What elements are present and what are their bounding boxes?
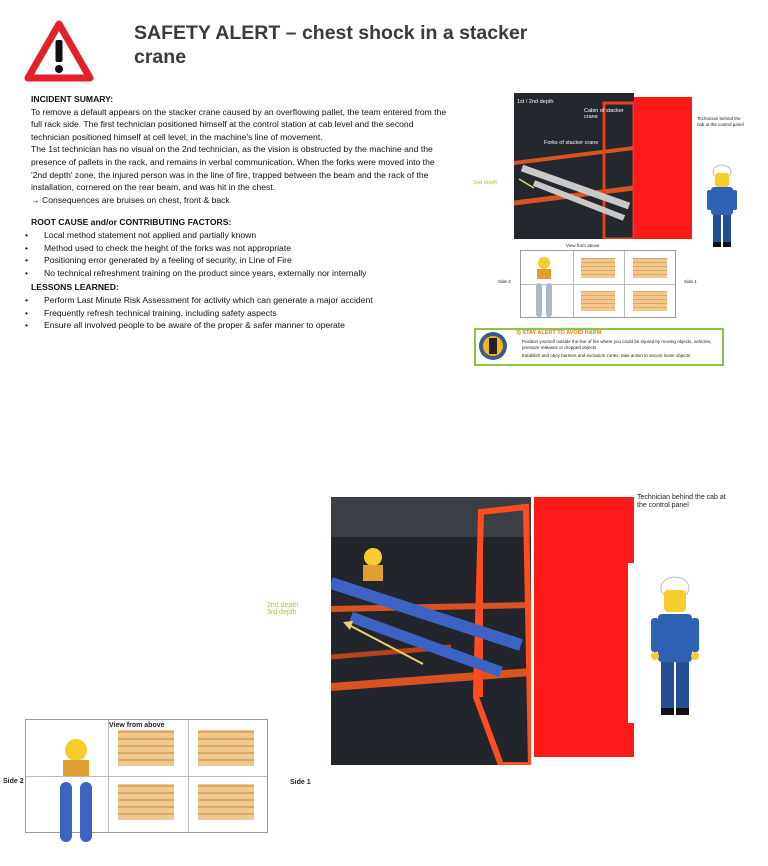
large-side1-label: Side 1 (290, 779, 311, 786)
small-technician-label: Technician behind the cab at the control panel (697, 116, 744, 127)
large-crane-photo (331, 497, 531, 765)
small-depth-label: 1st / 2nd depth (517, 99, 554, 105)
lessons-list (31, 294, 451, 332)
stay-alert-bullet-1: Position yourself outside the line of fire where you could be injured by moving objects, vehicles, pressure releases or dropped objects (522, 339, 712, 350)
large-side2-label: Side 2 (3, 778, 24, 785)
root-cause-heading: ROOT CAUSE and/or CONTRIBUTING FACTORS: (31, 217, 232, 228)
warning-triangle-icon (24, 20, 94, 82)
large-technician-label: Technician behind the cab at the control panel (637, 494, 726, 509)
pallet-icon (198, 784, 254, 820)
report-body (31, 93, 451, 332)
small-crane-photo (514, 93, 634, 239)
small-cabin-label: Cabin of stacker crane (584, 108, 624, 120)
list-item: • Perform Last Minute Risk Assessment for activity which can generate a major accident (31, 294, 451, 307)
incident-paragraph-1: To remove a default appears on the stacker crane caused by an overflowing pallet, the team entered from the full rack side. The first technician positioned himself at the control station at cab level and the second technician positioned himself at cell level, in the machine's line of movement. (31, 106, 447, 142)
small-side2-label: Side 2 (498, 279, 511, 284)
large-depth-labels (267, 602, 298, 616)
small-view-from-above (520, 243, 676, 318)
small-2nd-depth-label: 2nd depth (473, 180, 498, 186)
list-item: • Ensure all involved people to be aware of the proper & safer manner to operate (31, 319, 451, 332)
stay-alert-title: 3) STAY ALERT TO AVOID HARM (516, 330, 602, 336)
small-side1-label: Side 1 (684, 279, 697, 284)
small-cabin-red-block (634, 97, 692, 239)
small-view-label: View from above (566, 243, 600, 248)
lessons-heading: LESSONS LEARNED: (31, 282, 119, 293)
small-forks-label: Forks of stacker crane (544, 140, 599, 146)
worker-top-view-large (55, 738, 97, 844)
pallet-icon (581, 258, 615, 278)
large-crane-scene (331, 497, 531, 765)
list-item: • Positioning error generated by a feeling of security, in Line of Fire (31, 254, 451, 267)
pallet-icon (633, 291, 667, 311)
pallet-icon (118, 730, 174, 766)
line-of-fire-icon (478, 331, 508, 361)
stay-alert-bullet-2: Establish and obey barriers and exclusion zones; take action to secure loose objects (522, 353, 691, 358)
large-view-label: View from above (109, 722, 165, 729)
technician-figure-small (706, 160, 738, 248)
list-item: • Frequently refresh technical training, including safety aspects (31, 307, 451, 320)
pallet-icon (118, 784, 174, 820)
incident-paragraph-2: The 1st technician has no visual on the 2nd technician, as the vision is obstructed by the machine and the presence of pallets in the rack, and remains in verbal communication. When the forks were moved into the '2nd depth' zone, the injured person was in the line of fire, trapped between the beam and the rack of the installation, cornered on the rear beam, and was hit in the chest. (31, 144, 435, 193)
depth-3rd-label: 3rd depth (267, 609, 297, 616)
pallet-icon (198, 730, 254, 766)
large-cabin-red-block (534, 497, 636, 757)
pallet-icon (633, 258, 667, 278)
technician-figure-large (650, 570, 700, 716)
incident-heading: INCIDENT SUMARY: (31, 94, 114, 104)
page-title: SAFETY ALERT – chest shock in a stacker crane (134, 22, 528, 68)
list-item: • Local method statement not applied and partially known (31, 229, 451, 242)
worker-top-view-small (533, 255, 555, 317)
stay-alert-banner (474, 328, 724, 366)
depth-2nd-label: 2nd depth (267, 602, 299, 609)
consequences-text: → Consequences are bruises on chest, front & back (31, 194, 230, 205)
root-cause-list (31, 229, 451, 279)
list-item: • No technical refreshment training on the product since years, externally nor internally (31, 267, 451, 280)
list-item: • Method used to check the height of the forks was not appropriate (31, 242, 451, 255)
pallet-icon (581, 291, 615, 311)
